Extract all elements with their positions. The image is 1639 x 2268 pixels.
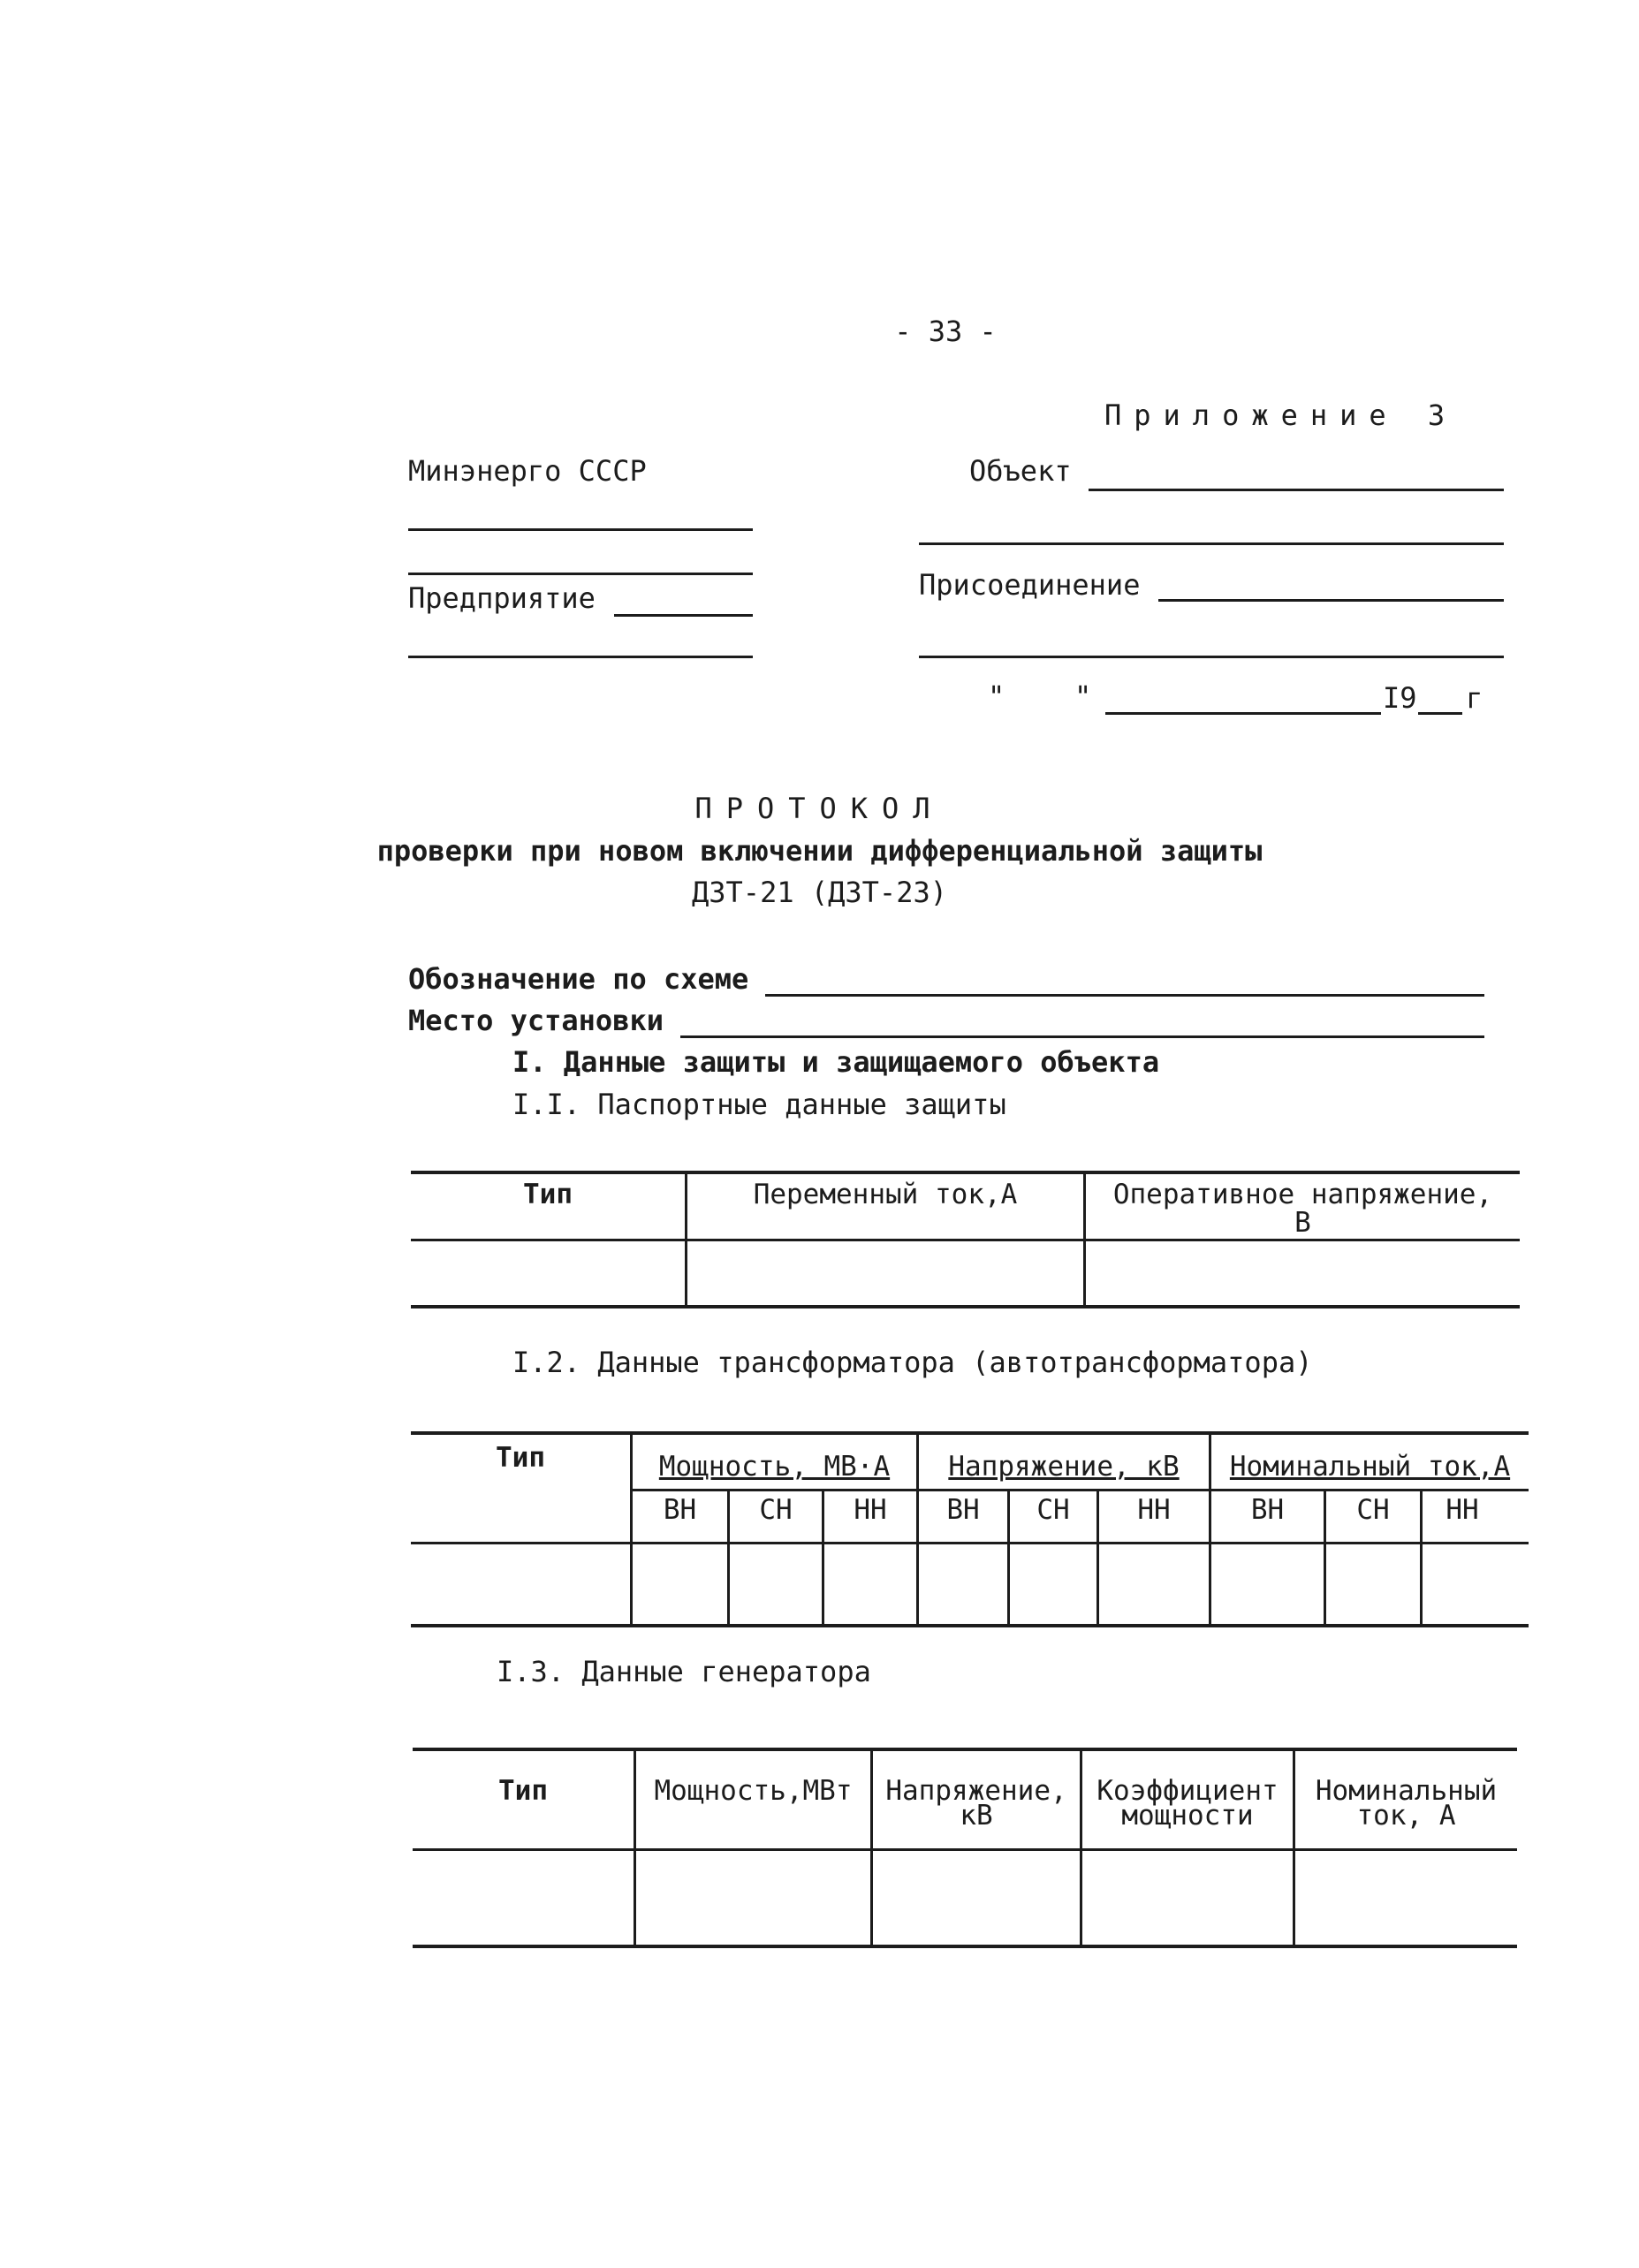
table2-header-current: Номинальный ток,А [1229,1451,1511,1483]
table1-cell-voltage[interactable] [1086,1241,1520,1305]
table3-header-current-2: ток, А [1356,1800,1456,1832]
table2-voltage-bh: ВН [946,1494,980,1526]
table3-header-power: Мощность,МВт [654,1775,853,1807]
table1-cell-current[interactable] [687,1241,1083,1305]
scheme-field[interactable] [765,994,1484,997]
table3-header-pf: Коэффициент [1096,1775,1279,1807]
date-quote-close: " [1074,679,1092,713]
section-1-2-heading: I.2. Данные трансформатора (автотрансформатора) [512,1346,1313,1379]
table2-header-power: Мощность, МВ·А [658,1451,891,1483]
table2-cell-type[interactable] [411,1544,630,1624]
enterprise-label: Предприятие [408,581,596,615]
table1-header-current: Переменный ток,А [753,1179,1018,1210]
section-1-3-heading: I.3. Данные генератора [497,1655,871,1688]
connection-label: Присоединение [919,568,1141,602]
location-field[interactable] [680,1035,1484,1038]
protocol-title: ПРОТОКОЛ [694,792,945,825]
table3-cell-voltage[interactable] [873,1851,1080,1945]
location-label: Место установки [408,1004,664,1037]
table2-header-type: Тип [496,1442,545,1474]
date-field[interactable] [1105,712,1381,715]
section-1-heading: I. Данные защиты и защищаемого объекта [512,1045,1160,1079]
scheme-label: Обозначение по схеме [408,962,749,996]
connection-field[interactable] [1158,599,1504,602]
enterprise-field[interactable] [614,614,753,617]
table1-header-type: Тип [523,1179,573,1210]
connection-line-2 [919,656,1504,658]
ministry-line-1 [408,528,753,531]
table3-header-pf-2: мощности [1121,1800,1254,1832]
table1-header-voltage-unit: В [1294,1207,1311,1239]
date-year-suffix: г [1466,681,1483,715]
object-field[interactable] [1089,489,1504,491]
date-year: I9 [1383,681,1417,715]
table3-header-voltage: Напряжение, [885,1775,1067,1807]
protocol-subtitle-1: проверки при новом включении дифференциальной защиты [376,834,1263,868]
table2-current-hh: НН [1446,1494,1479,1526]
object-line-2 [919,542,1504,545]
table2-voltage-hh: НН [1137,1494,1171,1526]
page-number: - 33 - [894,315,997,348]
protocol-subtitle-2: ДЗТ-21 (ДЗТ-23) [692,876,947,909]
ministry-line-2 [408,573,753,575]
date-year-field[interactable] [1418,712,1462,715]
table2-power-ch: СН [759,1494,793,1526]
appendix-label: Приложение 3 [1104,398,1458,432]
object-label: Объект [969,454,1072,488]
table3-header-current: Номинальный [1315,1775,1498,1807]
table3-cell-power[interactable] [636,1851,870,1945]
table1-header-voltage: Оперативное напряжение, [1112,1179,1493,1210]
table3-cell-current[interactable] [1295,1851,1517,1945]
table2-header-voltage: Напряжение, кВ [948,1451,1180,1483]
table3-cell-type[interactable] [413,1851,634,1945]
table3-header-type: Тип [498,1775,548,1807]
table2-current-ch: СН [1356,1494,1390,1526]
table2-current-bh: ВН [1250,1494,1285,1526]
section-1-1-heading: I.I. Паспортные данные защиты [512,1088,1006,1121]
table3-cell-pf[interactable] [1082,1851,1293,1945]
date-quote-open: " [988,679,1005,713]
ministry-label: Минэнерго СССР [408,454,647,488]
table3-header-voltage-unit: кВ [960,1800,993,1832]
table2-voltage-ch: СН [1036,1494,1070,1526]
table2-power-bh: ВН [663,1494,697,1526]
table1-cell-type[interactable] [411,1241,685,1305]
enterprise-line-2 [408,656,753,658]
table2-power-hh: НН [854,1494,887,1526]
